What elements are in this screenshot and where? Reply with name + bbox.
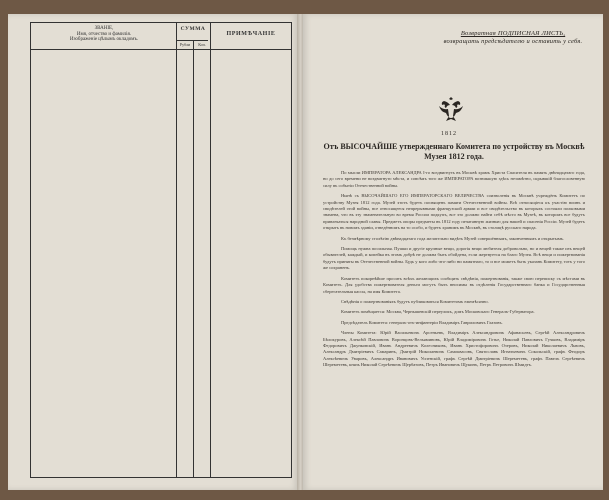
col-divider-sum-note <box>210 23 211 477</box>
paragraph: Свѣдѣнія о пожертвованіяхъ будутъ публиковаться Комитетомъ ежемѣсячно. <box>341 298 489 304</box>
paragraph: Комитетъ покорнѣйше просить всѣхъ желающихъ сообщить свѣдѣнія, пожертвованія, также свою переписку съ мѣстами въ Комитетъ. Для удобства пожертвователя деньги могутъ быть вносимы въ отдѣленія Государственнаго банка и Государственныя сберегательныя кассы, на имя Комитета. <box>323 275 585 294</box>
paragraph: Члены Комитета: Юрій Васильевичъ Арсеньевъ, Владиміръ Александровичъ Афанасьевъ, Сергѣй Александровичъ Бѣлокуровъ, Алексѣй Павловичъ Воронцовъ-Вельяминовъ, Юрій Владиміровичъ Готье, Николай Павловичъ Гучковъ, Владиміръ Федоровичъ Джунковскій, Иванъ Андреевичъ Колесниковъ, Иванъ Христофоровичъ Озеровъ, Николай Николаевичъ Львовъ, Александръ Дмитріевичъ Самаринъ, Дмитрій Николаевичъ Самоквасовъ, Святославъ Игнатьевичъ Сокольскій, графъ Феодоръ Алексѣевичъ Уваровъ, Александръ Ивановичъ Успенскій, графъ Сергѣй Дмитріевичъ Шереметевъ, графъ Павелъ Сергѣевичъ Шереметевъ, князь Николай Сергѣевичъ Щербатовъ, Петръ Ивановичъ Щукинъ, Петръ Петровичъ Шмидтъ. <box>323 330 585 368</box>
subscription-ledger-table <box>30 22 292 478</box>
col-name-header: ЗВАНІЕ, Имя, отчество и фамилія. Изображеніе цѣлымъ окладомъ. <box>69 26 139 42</box>
double-headed-eagle-emblem <box>436 94 466 124</box>
sum-subheader-divider <box>176 40 208 41</box>
year-label: 1812 <box>441 131 457 137</box>
header-line-2: возвращать предсѣдателю и оставить у себя. <box>443 37 583 45</box>
paragraph: Предсѣдатель Комитета: генералъ-отъ-инфантеріи Владиміръ Гавриловичъ Глазовъ. <box>341 319 503 325</box>
header-line-1: Возвратная ПОДПИСНАЯ ЛИСТЬ, <box>460 30 566 37</box>
document-title <box>321 142 587 162</box>
col-sum-header: СУММА <box>180 26 206 32</box>
paragraph: Комитетъ помѣщается: Москва, Чернышевскій переулокъ, домъ Московскаго Генералъ-Губернатора. <box>341 309 535 315</box>
subscription-header <box>438 30 588 45</box>
paragraph: Къ безмѣрному столѣтію двѣнадцатаго года желательно видѣть Музей совершённымъ, законченнымъ и открытымъ. <box>341 235 565 241</box>
title-line-2: Музея 1812 года. <box>424 152 484 161</box>
col-sum-kop: Коп. <box>198 42 206 47</box>
col-divider-rub-kop <box>193 41 194 477</box>
announcement <box>303 14 603 490</box>
paragraph: Помощь нужна посильная. Пушки и другіе крупные вещи, дорогія вещи любителя добровольно, но и вещей также изъ вещей обывателей, каждый, и копейка въ этомъ добрѣ не должна быть обойдена, если жертвуется на благо Музея. Всѣ вещи и пожертвованія будутъ приняты въ Отечественной войны. Будь у кого либо что-либо ни памятнаго, то и все можетъ быть указанъ Комитету, тотъ у того же сохраненъ. <box>323 246 585 271</box>
paragraph: По мысли ИМПЕРАТОРА АЛЕКСАНДРА I-го воздвигнуть въ Москвѣ храмъ Христа Спасителя въ память двѣнадцатаго года, но до сего времени не воздвигнуто мѣста, и совсѣмъ того же ИМПЕРАТОРА возникшую здѣсь незамѣтно, скрывшій благословенную силу въ событіи Отечественной войны. <box>323 170 585 188</box>
col-divider-name-sum <box>176 23 177 477</box>
title-line-1: Отъ ВЫСОЧАЙШЕ утвержденнаго Комитета по устройству въ Москвѣ <box>323 142 585 151</box>
header-divider <box>31 49 291 50</box>
paragraph: Нынѣ съ ВЫСОЧАЙШАГО ЕГО ИМПЕРАТОРСКАГО ВЕЛИЧЕСТВА соизволенія въ Москвѣ учреждёнъ Комитетъ по устройству Музея 1812 года. Музей этотъ будетъ посвященъ памяти Отечественной войны. Всѣ относящіеся къ участію воинъ и свидѣтелей этой войны, все относящееся непрерывными французской армии и все свидѣтельство въ которыхъ состояли полковыми знамена, что въ эту знаменательную во время России подкупъ, все это должно найти себѣ мѣсто въ Музеѣ, въ которомъ все будутъ привлекаться народной славы. Предметъ опоры предметы въ 1812 году печатанную жизнью для нашей и спасенія Россіи. Музей будетъ открытъ въ новомъ зданіи, отведённомъ на то особо, и будетъ хранимъ въ Москвѣ, въ столицѣ русскаго народа. <box>323 193 585 231</box>
col-note-header: ПРИМѢЧАНІЕ <box>226 31 276 37</box>
col-sum-rub: Рубли <box>179 42 191 47</box>
body-text <box>323 170 585 373</box>
